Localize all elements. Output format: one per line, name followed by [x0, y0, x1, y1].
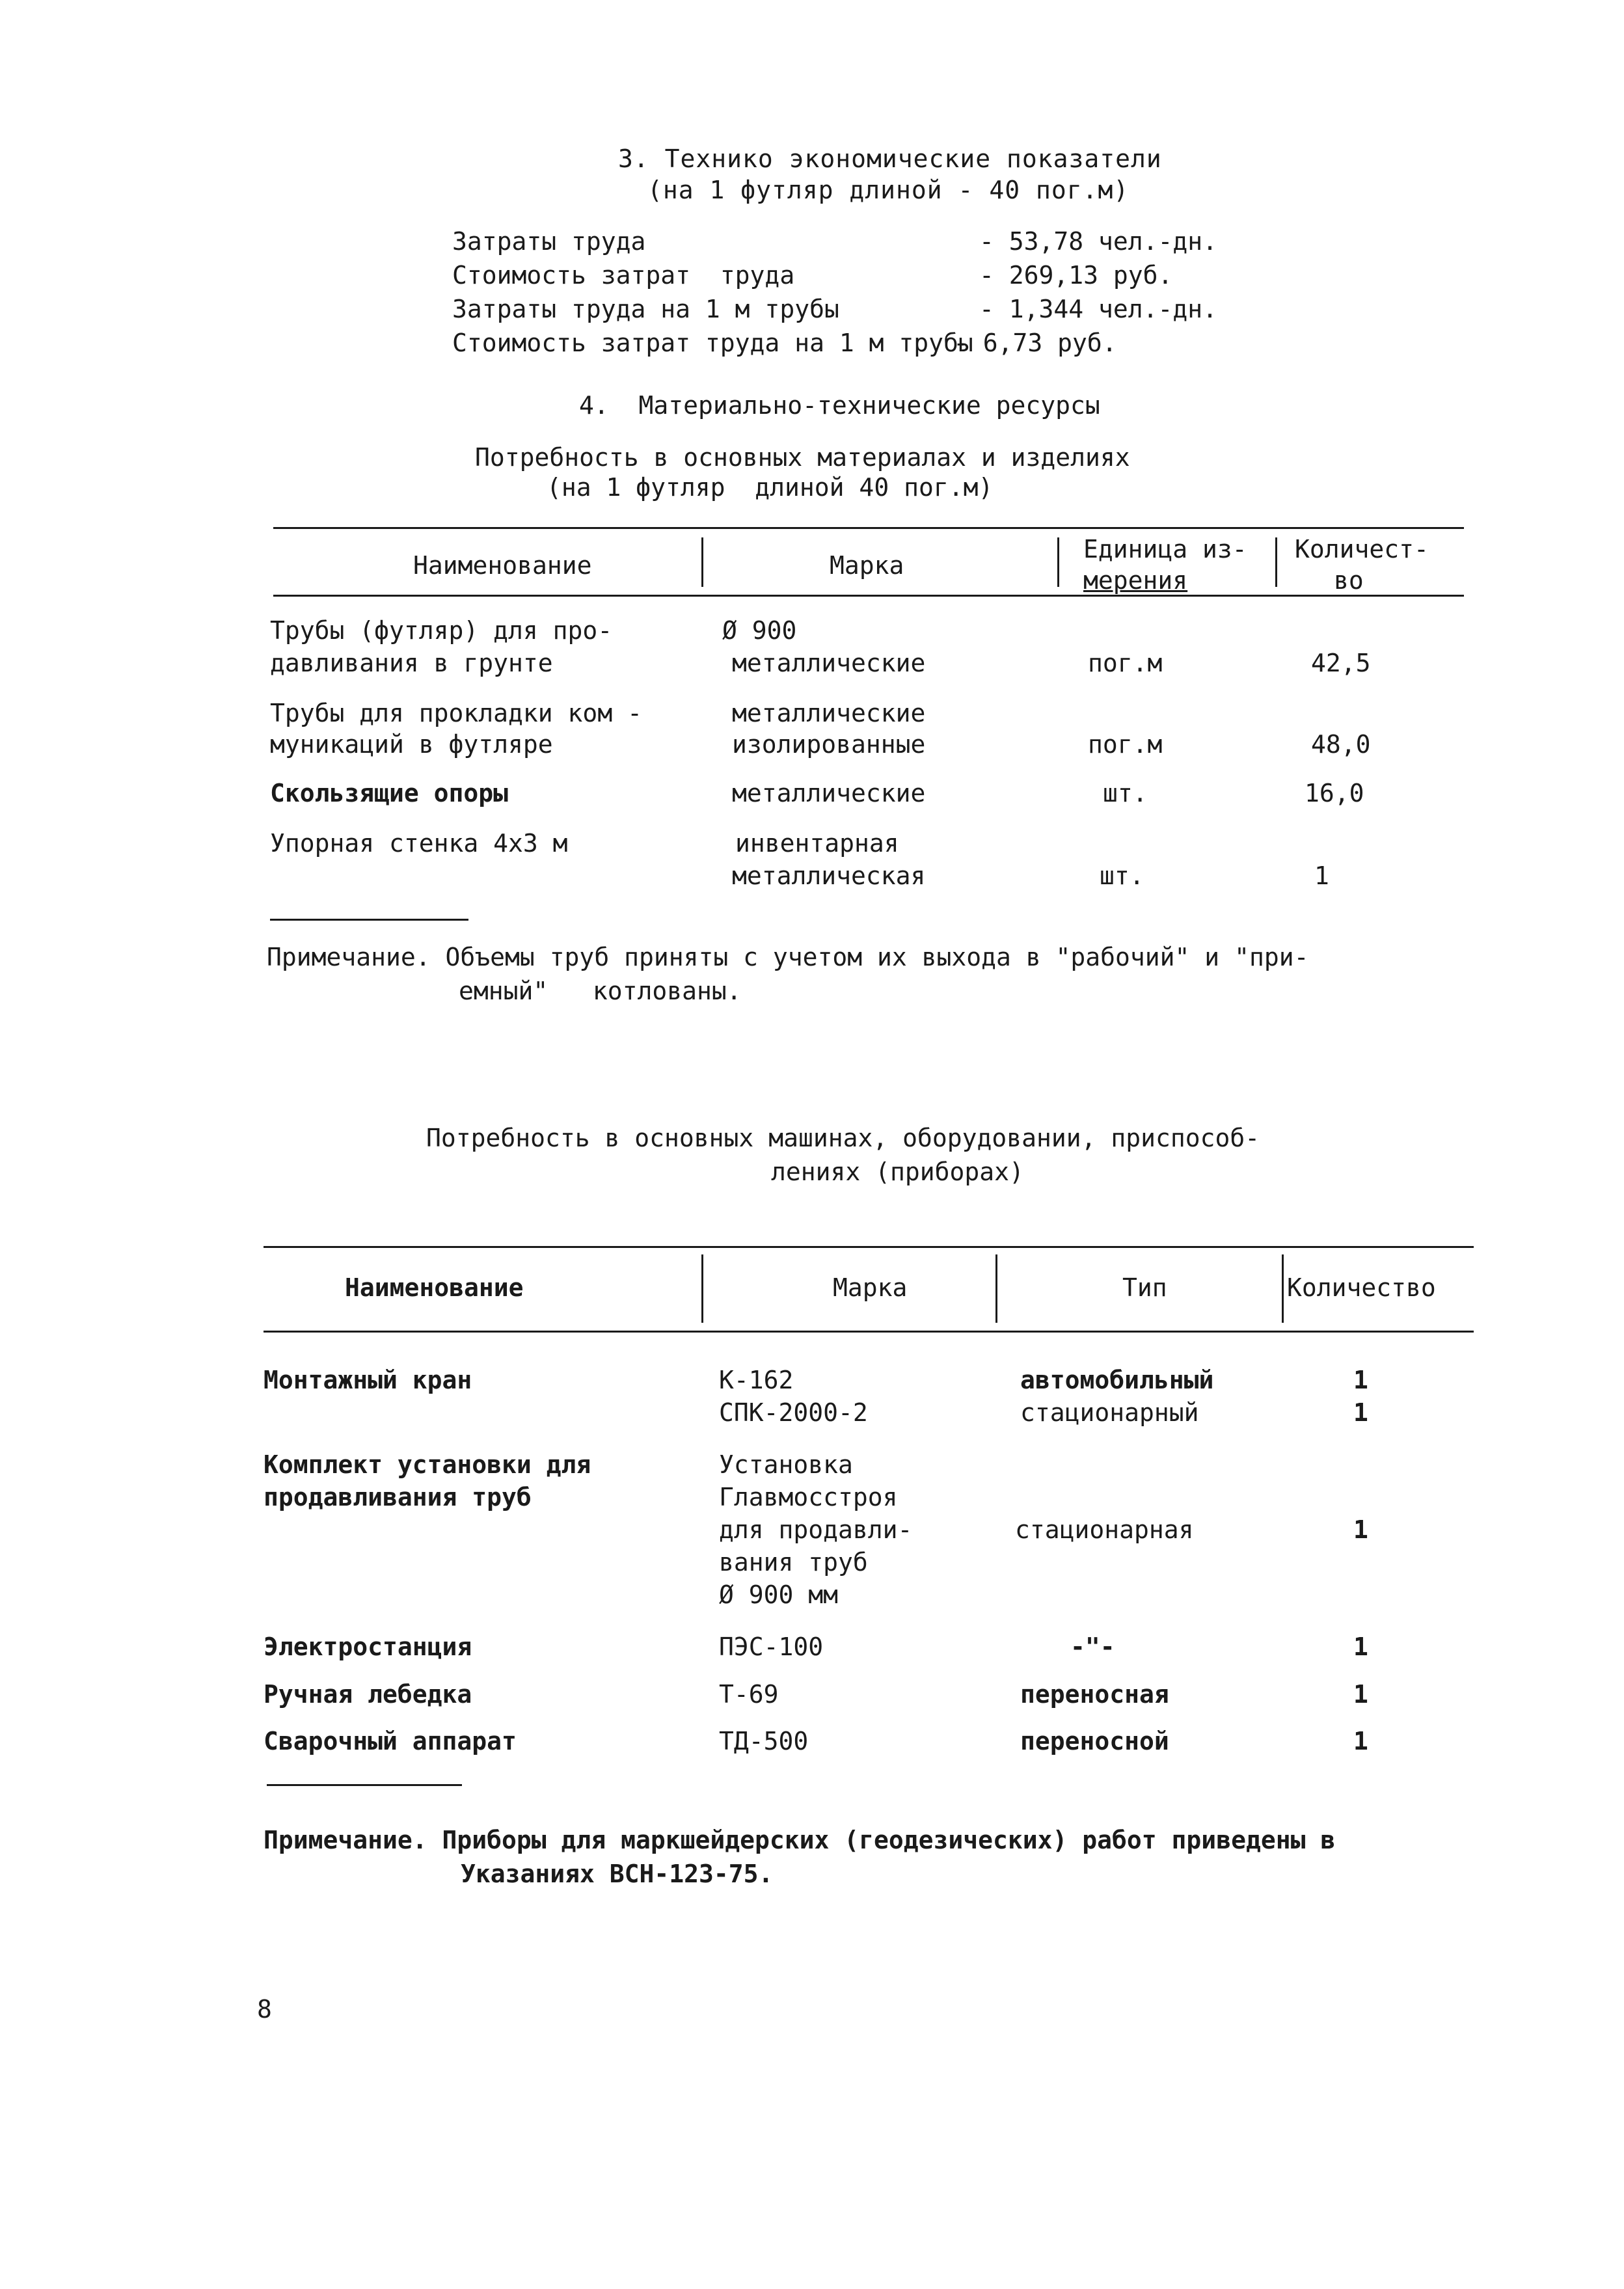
cell-unit: пог.м — [1088, 649, 1163, 677]
cell-type: переносной — [1020, 1727, 1169, 1755]
cell-type: стационарный — [1020, 1398, 1199, 1427]
cell-qty: 1 — [1353, 1632, 1368, 1661]
materials-subtitle: (на 1 футляр длиной 40 пог.м) — [547, 473, 994, 502]
cell-unit: шт. — [1100, 861, 1144, 890]
cell-name: муникаций в футляре — [270, 730, 553, 759]
header-qty: Количество — [1287, 1273, 1436, 1302]
indicator-label: Стоимость затрат труда — [452, 261, 795, 290]
section3-subtitle: (на 1 футляр длиной - 40 пог.м) — [647, 176, 1130, 204]
machines-title: Потребность в основных машинах, оборудовании, приспособ- — [426, 1124, 1260, 1152]
cell-qty: 1 — [1353, 1398, 1368, 1427]
cell-mark: металлические — [732, 649, 926, 677]
indicator-value: - 6,73 руб. — [953, 329, 1117, 357]
cell-mark: вания труб — [719, 1548, 868, 1577]
cell-mark: металлические — [732, 699, 926, 727]
cell-name: продавливания труб — [264, 1483, 532, 1511]
machines-note: Примечание. Приборы для маркшейдерских (геодезических) работ приведены в — [264, 1826, 1336, 1854]
cell-mark: инвентарная — [735, 829, 899, 858]
cell-name: Электростанция — [264, 1632, 472, 1661]
header-name: Наименование — [413, 551, 592, 580]
header-type: Тип — [1122, 1273, 1167, 1302]
cell-qty: 1 — [1353, 1515, 1368, 1544]
cell-unit: пог.м — [1088, 730, 1163, 759]
cell-name: Трубы (футляр) для про- — [270, 616, 613, 645]
cell-mark: Главмосстроя — [719, 1483, 898, 1511]
column-divider — [701, 537, 703, 587]
cell-mark: Установка — [719, 1450, 853, 1479]
table-rule — [264, 1331, 1474, 1333]
footnote-rule — [267, 1784, 462, 1786]
column-divider — [1282, 1254, 1284, 1323]
cell-name: Сварочный аппарат — [264, 1727, 517, 1755]
materials-title: Потребность в основных материалах и изделиях — [475, 443, 1130, 472]
header-unit: Единица из- — [1083, 535, 1247, 563]
cell-mark: ПЭС-100 — [719, 1632, 824, 1661]
cell-qty: 1 — [1353, 1366, 1368, 1394]
indicator-label: Затраты труда — [452, 227, 646, 256]
header-qty: Количест- — [1295, 535, 1429, 563]
cell-type: -"- — [1070, 1632, 1115, 1661]
indicator-label: Затраты труда на 1 м трубы — [452, 295, 839, 323]
cell-qty: 42,5 — [1311, 649, 1371, 677]
indicator-label: Стоимость затрат труда на 1 м трубы — [452, 329, 973, 357]
machines-subtitle: лениях (приборах) — [771, 1158, 1024, 1186]
cell-qty: 1 — [1353, 1680, 1368, 1709]
header-name: Наименование — [345, 1273, 524, 1302]
page-number: 8 — [257, 1995, 272, 2024]
cell-name: давливания в грунте — [270, 649, 553, 677]
cell-mark: Т-69 — [719, 1680, 779, 1709]
cell-name: Монтажный кран — [264, 1366, 472, 1394]
section3-title: 3. Технико экономические показатели — [618, 144, 1162, 173]
cell-mark: СПК-2000-2 — [719, 1398, 868, 1427]
table-rule — [273, 527, 1464, 529]
cell-qty: 1 — [1353, 1727, 1368, 1755]
column-divider — [1057, 537, 1059, 587]
header-mark: Марка — [833, 1273, 908, 1302]
cell-name: Трубы для прокладки ком - — [270, 699, 642, 727]
cell-mark: металлическая — [732, 861, 926, 890]
materials-note: Примечание. Объемы труб приняты с учетом их выхода в "рабочий" и "при- — [267, 943, 1309, 971]
cell-qty: 16,0 — [1305, 779, 1364, 807]
column-divider — [701, 1254, 703, 1323]
footnote-rule — [270, 919, 468, 921]
cell-mark: ТД-500 — [719, 1727, 809, 1755]
cell-name: Упорная стенка 4х3 м — [270, 829, 568, 858]
cell-qty: 48,0 — [1311, 730, 1371, 759]
cell-qty: 1 — [1314, 861, 1329, 890]
materials-note: емный" котлованы. — [459, 977, 742, 1005]
cell-unit: шт. — [1103, 779, 1148, 807]
indicator-value: - 269,13 руб. — [979, 261, 1173, 290]
cell-name: Ручная лебедка — [264, 1680, 472, 1709]
table-rule — [264, 1246, 1474, 1248]
cell-mark: Ø 900 — [722, 616, 797, 645]
machines-note: Указаниях ВСН-123-75. — [461, 1860, 774, 1888]
cell-mark: изолированные — [732, 730, 926, 759]
section4-title: 4. Материально-технические ресурсы — [579, 391, 1100, 420]
indicator-value: - 1,344 чел.-дн. — [979, 295, 1218, 323]
table-rule — [273, 595, 1464, 597]
header-mark: Марка — [830, 551, 904, 580]
column-divider — [1275, 537, 1277, 587]
column-divider — [995, 1254, 997, 1323]
cell-mark: для продавли- — [719, 1515, 913, 1544]
cell-mark: К-162 — [719, 1366, 794, 1394]
cell-type: стационарная — [1015, 1515, 1194, 1544]
indicator-value: - 53,78 чел.-дн. — [979, 227, 1218, 256]
cell-name: Комплект установки для — [264, 1450, 591, 1479]
cell-type: переносная — [1020, 1680, 1169, 1709]
header-qty: во — [1334, 566, 1364, 595]
header-unit: мерения — [1083, 566, 1188, 595]
cell-mark: металлические — [732, 779, 926, 807]
cell-type: автомобильный — [1020, 1366, 1214, 1394]
cell-mark: Ø 900 мм — [719, 1580, 839, 1609]
cell-name: Скользящие опоры — [270, 779, 509, 807]
